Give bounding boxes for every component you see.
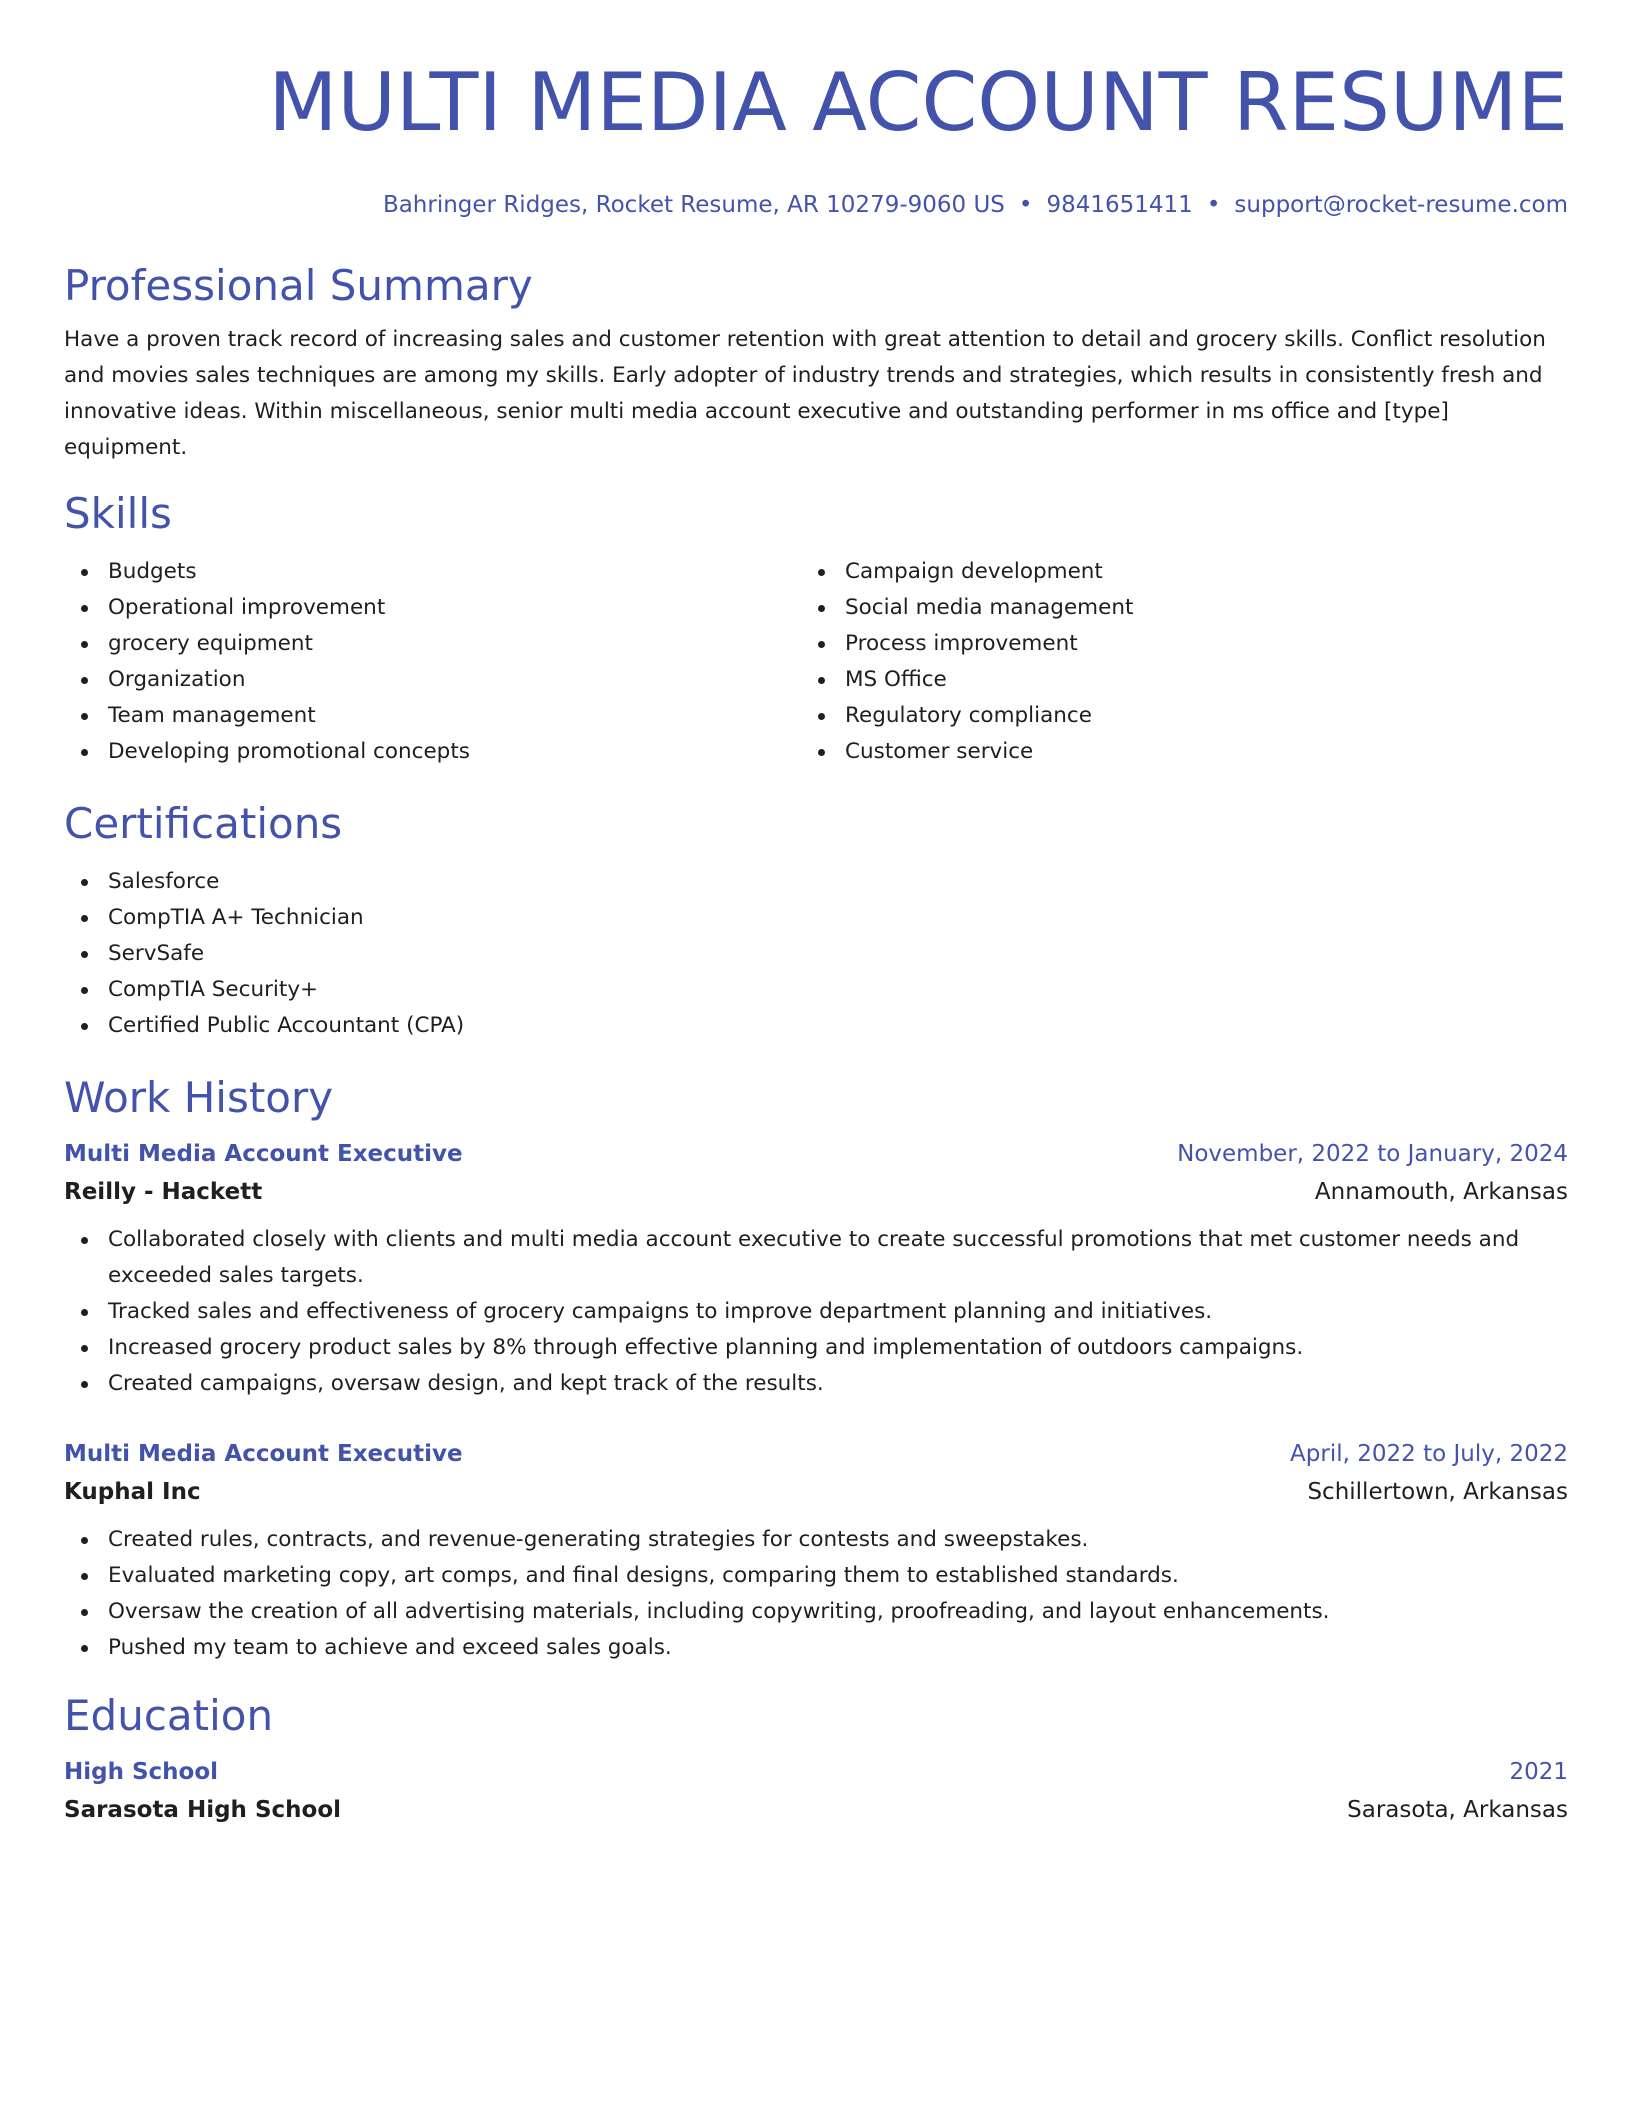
skill-item: Team management (64, 698, 801, 734)
summary-heading: Professional Summary (64, 261, 533, 310)
contact-phone: 9841651411 (1046, 192, 1193, 218)
skill-item: Organization (64, 662, 801, 698)
skill-item: Process improvement (801, 626, 1568, 662)
skill-item: Social media management (801, 590, 1568, 626)
certification-item: Salesforce (64, 864, 1568, 900)
resume-title: MULTI MEDIA ACCOUNT RESUME (268, 56, 1568, 149)
contact-separator: • (1206, 192, 1221, 218)
skill-item: Regulatory compliance (801, 698, 1568, 734)
job-company: Reilly - Hackett (64, 1179, 263, 1205)
education-school-row (64, 1790, 1568, 1830)
skills-list-right (801, 554, 1568, 770)
job-bullet: Pushed my team to achieve and exceed sales goals. (64, 1630, 1568, 1666)
contact-email[interactable]: support@rocket-resume.com (1234, 192, 1568, 218)
work-history-heading: Work History (64, 1073, 334, 1122)
summary-text: Have a proven track record of increasing sales and customer retention with great attention to detail and grocery skills. Conflict resolution and movies sales techniques are among my skills. Early adopter of industry trends and strategies, which results in consistently fresh and innovative ideas. Within miscellaneous, senior multi media account executive and outstanding performer in ms office and [type] equipment. (64, 327, 1546, 460)
contact-line (64, 190, 1568, 220)
skill-item: Customer service (801, 734, 1568, 770)
education-heading: Education (64, 1691, 274, 1740)
job-bullet: Tracked sales and effectiveness of grocery campaigns to improve department planning and initiatives. (64, 1294, 1568, 1330)
job-bullet: Evaluated marketing copy, art comps, and final designs, comparing them to established standards. (64, 1558, 1568, 1594)
job-title: Multi Media Account Executive (64, 1141, 463, 1167)
job-header-row (64, 1436, 1568, 1472)
skills-heading: Skills (64, 489, 172, 538)
job-location: Annamouth, Arkansas (1314, 1179, 1568, 1205)
job-bullet: Oversaw the creation of all advertising materials, including copywriting, proofreading, and layout enhancements. (64, 1594, 1568, 1630)
job-bullet: Created campaigns, oversaw design, and kept track of the results. (64, 1366, 1568, 1402)
job-entry (64, 1436, 1568, 1666)
job-company: Kuphal Inc (64, 1479, 201, 1505)
job-header-row (64, 1136, 1568, 1172)
skill-item: Budgets (64, 554, 801, 590)
skill-item: grocery equipment (64, 626, 801, 662)
education-entry (64, 1754, 1568, 1830)
certification-item: ServSafe (64, 936, 1568, 972)
education-school: Sarasota High School (64, 1797, 341, 1823)
skills-grid (64, 554, 1568, 770)
job-bullets (64, 1222, 1568, 1402)
job-entry (64, 1136, 1568, 1402)
job-dates: November, 2022 to January, 2024 (1177, 1141, 1568, 1167)
job-company-row (64, 1472, 1568, 1512)
certification-item: CompTIA Security+ (64, 972, 1568, 1008)
job-bullet: Increased grocery product sales by 8% through effective planning and implementation of outdoors campaigns. (64, 1330, 1568, 1366)
skill-item: MS Office (801, 662, 1568, 698)
certifications-list (64, 864, 1568, 1044)
skill-item: Operational improvement (64, 590, 801, 626)
skill-item: Campaign development (801, 554, 1568, 590)
skills-list-left (64, 554, 801, 770)
job-title: Multi Media Account Executive (64, 1441, 463, 1467)
job-bullet: Collaborated closely with clients and multi media account executive to create successful promotions that met customer needs and exceeded sales targets. (64, 1222, 1568, 1294)
job-bullets (64, 1522, 1568, 1666)
education-year: 2021 (1509, 1759, 1568, 1785)
job-dates: April, 2022 to July, 2022 (1290, 1441, 1568, 1467)
education-header-row (64, 1754, 1568, 1790)
education-degree: High School (64, 1759, 219, 1785)
skill-item: Developing promotional concepts (64, 734, 801, 770)
contact-separator: • (1018, 192, 1033, 218)
job-bullet: Created rules, contracts, and revenue-generating strategies for contests and sweepstakes. (64, 1522, 1568, 1558)
job-company-row (64, 1172, 1568, 1212)
contact-address: Bahringer Ridges, Rocket Resume, AR 10279-9060 US (382, 192, 1005, 218)
certifications-heading: Certifications (64, 799, 343, 848)
certification-item: Certified Public Accountant (CPA) (64, 1008, 1568, 1044)
education-location: Sarasota, Arkansas (1347, 1797, 1568, 1823)
job-location: Schillertown, Arkansas (1307, 1479, 1568, 1505)
certification-item: CompTIA A+ Technician (64, 900, 1568, 936)
